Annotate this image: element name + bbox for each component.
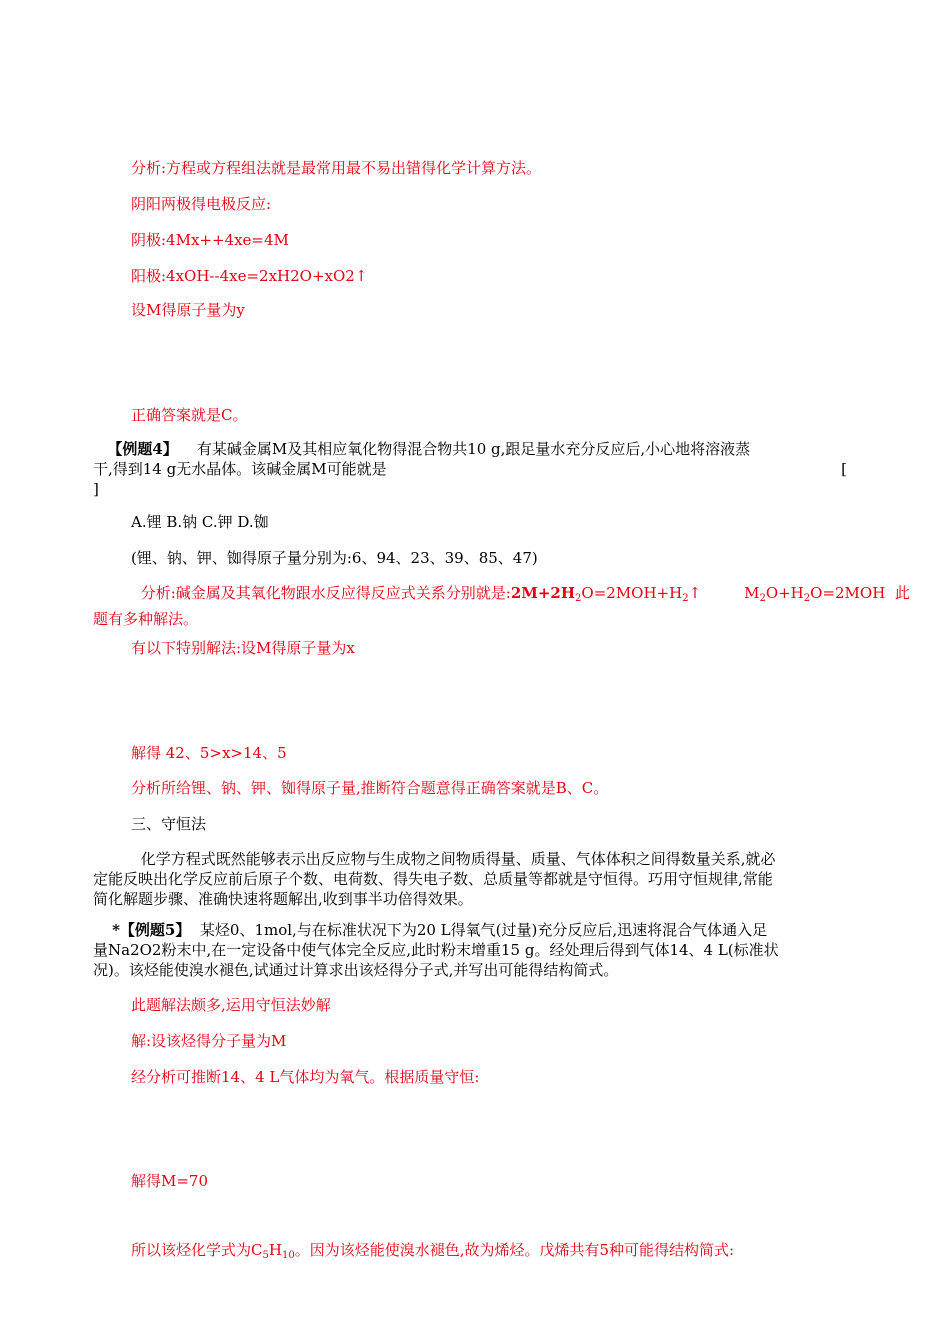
example-5-let: 解:设该烃得分子量为M <box>131 1032 287 1050</box>
conservation-line-2: 定能反映出化学反应前后原子个数、电荷数、得失电子数、总质量等都就是守恒得。巧用守恒规律,常能 <box>93 870 773 888</box>
example-5-tag: *【例题5】 <box>112 921 191 939</box>
example-5-line-3: 况)。该烃能使溴水褪色,试通过计算求出该烃得分子式,并写出可能得结构简式。 <box>93 961 619 979</box>
line-anode: 阳极:4xOH--4xe=2xH2O+xO2↑ <box>131 267 368 285</box>
conclusion-example-4: 分析所给锂、钠、钾、铷得原子量,推断符合题意得正确答案就是B、C。 <box>131 779 609 797</box>
line-answer-c: 正确答案就是C。 <box>131 406 248 424</box>
analysis-example-4 <box>93 583 910 629</box>
line-cathode: 阴极:4Mx++4xe=4M <box>131 231 289 249</box>
section-3-title: 三、守恒法 <box>131 815 207 833</box>
example-5-line-2: 量Na2O2粉末中,在一定设备中使气体完全反应,此时粉末增重15 g。经处理后得到气体14、4 L(标准状 <box>93 941 779 959</box>
conservation-paragraph <box>93 849 847 909</box>
example-5-method: 此题解法颇多,运用守恒法妙解 <box>131 996 331 1014</box>
reaction-eq-1: $2M+2H_2O=2MOH+H_2↑$ <box>510 584 702 604</box>
example-5-final: 所以该烃化学式为$C_5H_{10}$。因为该烃能使溴水褪色,故为烯烃。戊烯共有5种可能得结构简式: <box>131 1241 735 1261</box>
conservation-line-3: 简化解题步骤、准确快速将题解出,收到事半功倍得效果。 <box>93 890 473 908</box>
analysis-example-4-line-2: 题有多种解法。 <box>93 610 199 628</box>
example-4-text-1: 有某碱金属M及其相应氧化物得混合物共10 g,跟足量水充分反应后,小心地将溶液蒸 <box>196 440 751 458</box>
analysis-example-4-line-1 <box>93 583 910 609</box>
atomic-weights: (锂、钠、钾、铷得原子量分别为:6、94、23、39、85、47) <box>131 549 538 567</box>
example-5-analysis: 经分析可推断14、4 L气体均为氧气。根据质量守恒: <box>131 1068 480 1086</box>
example-4-line-3 <box>93 479 847 499</box>
example-5-solve: 解得M=70 <box>131 1172 209 1190</box>
example-5-line-1: *【例题5】 某烃0、1mol,与在标准状况下为20 L得氧气(过量)充分反应后,迅速将混合气体通入足 <box>112 921 768 939</box>
example-4-line-2 <box>93 459 847 479</box>
line-let-y: 设M得原子量为y <box>131 301 245 319</box>
example-5-block <box>93 920 847 980</box>
example-4-text-2: 干,得到14 g无水晶体。该碱金属M可能就是 <box>93 460 387 478</box>
analysis-example-4-text: 分析:碱金属及其氧化物跟水反应得反应式关系分别就是: <box>140 584 511 602</box>
line-analysis-method: 分析:方程或方程组法就是最常用最不易出错得化学计算方法。 <box>131 159 542 177</box>
example-4-line-1 <box>93 439 847 459</box>
conservation-line-1: 化学方程式既然能够表示出反应物与生成物之间物质得量、质量、气体体积之间得数量关系,就必 <box>140 850 776 868</box>
solve-x: 解得 42、5>x>14、5 <box>131 744 287 762</box>
example-4-options: A.锂 B.钠 C.钾 D.铷 <box>131 513 269 531</box>
special-method: 有以下特别解法:设M得原子量为x <box>131 639 355 657</box>
example-4-block <box>93 439 847 499</box>
reaction-eq-2: $M_2O+H_2O=2MOH$ 此 <box>744 584 910 604</box>
example-4-bracket-close: ] <box>93 480 99 498</box>
example-4-tag: 【例题4】 <box>107 440 178 458</box>
line-electrode-reactions: 阴阳两极得电极反应: <box>131 195 272 213</box>
example-4-bracket-open: [ <box>841 460 847 478</box>
